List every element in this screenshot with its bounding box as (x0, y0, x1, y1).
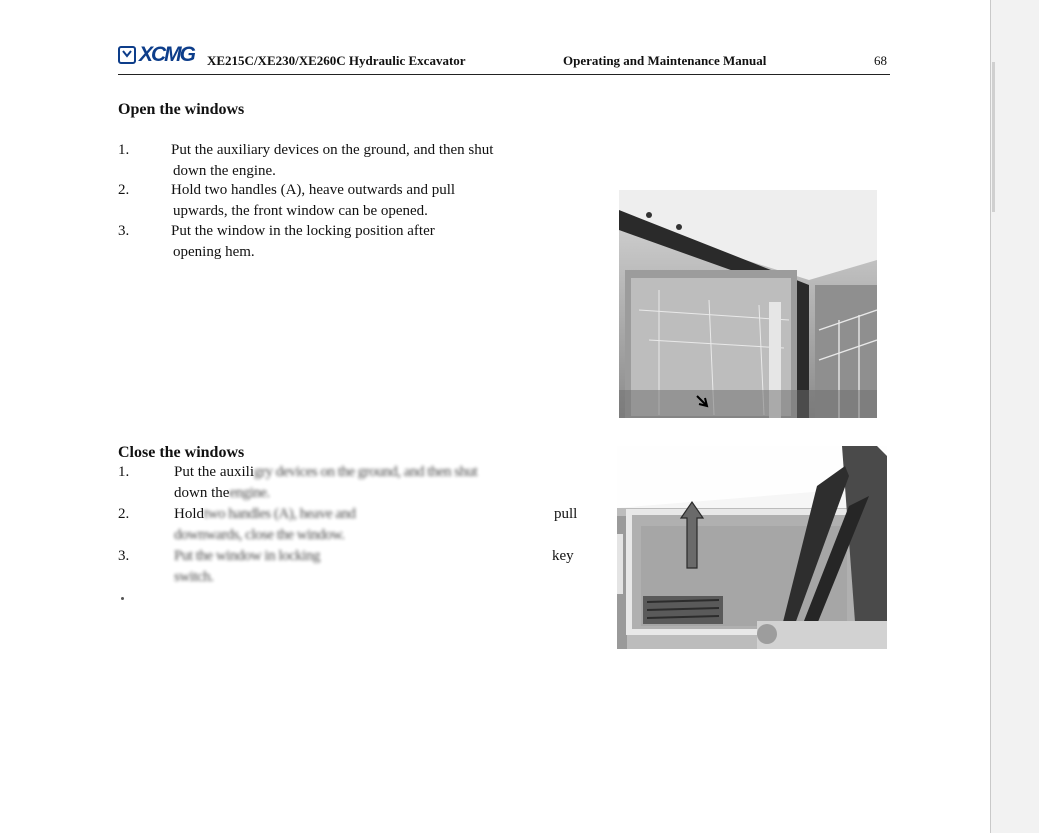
close-step-1-line2: down the (174, 484, 230, 501)
viewer-scrollbar[interactable] (990, 0, 1039, 833)
open-step-2-number: 2. (118, 182, 130, 198)
open-step-2-line1: Hold two handles (A), heave outwards and pull (171, 182, 456, 198)
scrollbar-thumb[interactable] (992, 62, 995, 212)
open-step-1-number: 1. (118, 142, 130, 158)
open-windows-title: Open the windows (118, 101, 245, 118)
open-step-1-line1: Put the auxiliary devices on the ground, and then shut (171, 142, 494, 158)
close-step-2-line1: Hold (174, 506, 204, 522)
logo-text: XCMG (139, 43, 194, 66)
close-step-3-obscured-2: switch. (174, 568, 214, 585)
close-step-1-line1: Put the auxili (174, 464, 254, 480)
header-manual-title: Operating and Maintenance Manual (563, 53, 767, 68)
xcmg-logo-icon (118, 46, 136, 64)
close-step-1-obscured: gry devices on the ground, and then shut (254, 464, 478, 480)
close-step-2-line1-end: pull (554, 506, 578, 522)
open-step-1-line2: down the engine. (173, 162, 276, 179)
close-step-2-number: 2. (118, 506, 130, 522)
page-header (118, 42, 890, 75)
xcmg-logo (118, 44, 194, 66)
close-step-3-obscured: Put the window in locking (174, 548, 320, 564)
open-step-3-line1: Put the window in the locking position after (171, 223, 435, 239)
window-open-photo (619, 190, 877, 418)
close-step-2-obscured-2: downwards, close the window. (174, 526, 345, 543)
open-step-2-line2: upwards, the front window can be opened. (173, 202, 428, 219)
open-step-1 (171, 140, 493, 181)
close-step-1-number: 1. (118, 464, 130, 480)
close-step-2-obscured: two handles (A), heave and (204, 506, 356, 522)
close-step-1-obscured-2: engine. (229, 484, 270, 501)
close-windows-title: Close the windows (118, 444, 245, 461)
page-number: 68 (874, 53, 887, 68)
close-step-1 (174, 462, 584, 503)
open-step-3-number: 3. (118, 223, 130, 239)
open-step-3-line2: opening hem. (173, 243, 255, 260)
close-step-3-line1-end: key (552, 548, 574, 564)
stray-mark (121, 597, 124, 600)
header-model: XE215C/XE230/XE260C Hydraulic Excavator (207, 53, 466, 68)
close-step-3 (174, 546, 586, 587)
open-step-2 (171, 180, 455, 221)
open-step-3 (171, 221, 435, 262)
close-step-3-number: 3. (118, 548, 130, 564)
close-step-2 (174, 504, 586, 545)
window-close-photo (617, 446, 887, 649)
